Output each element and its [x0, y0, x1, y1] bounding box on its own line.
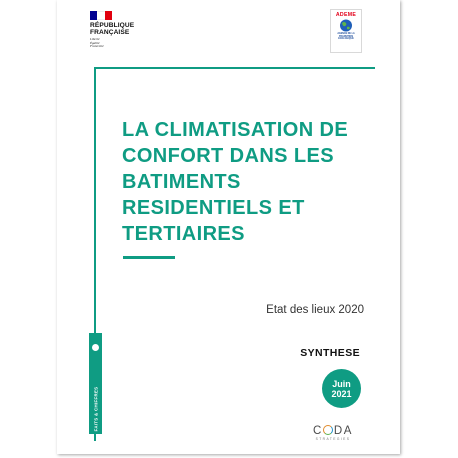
republique-francaise-motto: Liberté Égalité Fraternité	[90, 37, 104, 49]
coda-wordmark	[304, 425, 362, 437]
ademe-logo	[330, 9, 362, 53]
coda-strategies-logo	[304, 425, 362, 441]
ademe-title: ADEME	[335, 12, 357, 18]
date-month: Juin	[332, 378, 351, 389]
faits-chiffres-tab	[89, 333, 102, 434]
cover-subtitle: Etat des lieux 2020	[266, 304, 364, 316]
date-year: 2021	[331, 388, 352, 399]
republique-francaise-logo	[90, 11, 134, 49]
coda-o-icon	[323, 425, 333, 435]
ademe-globe-icon	[338, 19, 354, 32]
coda-da: DA	[333, 425, 354, 437]
coda-subtitle: STRATEGIES	[315, 437, 351, 441]
faits-chiffres-label: FAITS & CHIFFRES	[93, 386, 98, 432]
date-badge	[322, 369, 361, 408]
coda-c: C	[312, 425, 323, 437]
title-underline	[123, 256, 175, 259]
republique-francaise-name: RÉPUBLIQUE FRANÇAISE	[90, 22, 135, 36]
info-icon	[92, 344, 99, 351]
ademe-tagline: AGENCE DE LA TRANSITION ÉCOLOGIQUE	[337, 33, 355, 41]
document-type: SYNTHESE	[300, 347, 360, 359]
french-flag-icon	[90, 11, 112, 20]
cover-title: LA CLIMATISATION DE CONFORT DANS LES BATIMENTS RESIDENTIELS ET TERTIAIRES	[122, 119, 349, 245]
